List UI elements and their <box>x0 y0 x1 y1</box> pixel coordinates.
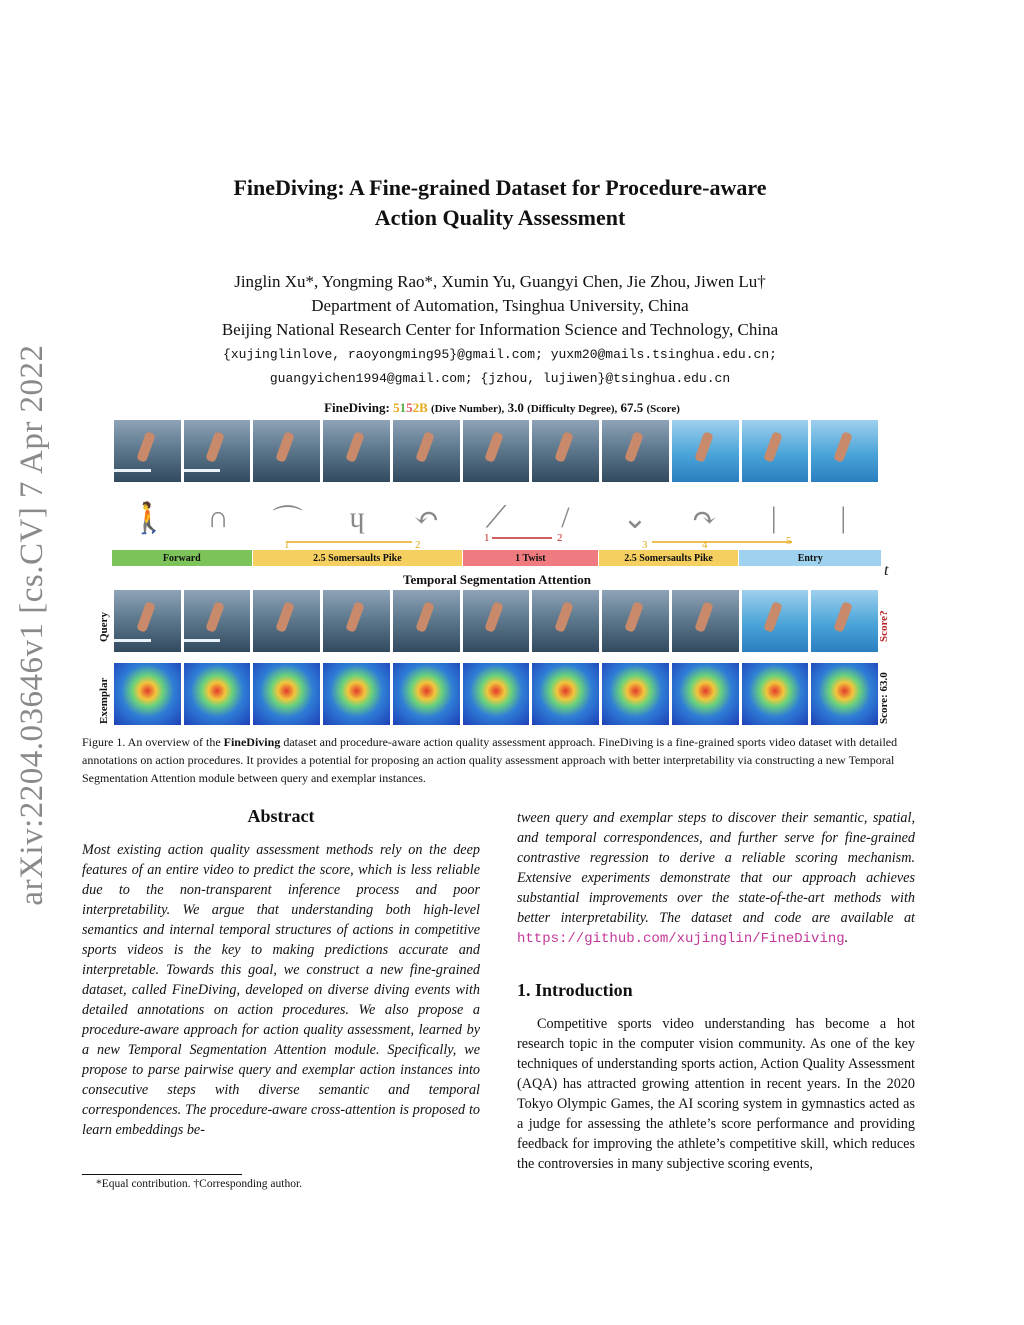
attention-heatmap <box>323 663 390 725</box>
video-frame <box>811 420 878 482</box>
dive-digit-2: 1 <box>399 400 407 415</box>
arxiv-stamp: arXiv:2204.03646v1 [cs.CV] 7 Apr 2022 <box>14 344 50 906</box>
dive-digit-3: 5 <box>406 400 413 415</box>
query-frame <box>184 590 251 652</box>
video-frame <box>532 420 599 482</box>
query-frame <box>672 590 739 652</box>
abstract-continued <box>517 808 915 949</box>
query-frame <box>602 590 669 652</box>
silhouette-icon: ∩ <box>207 501 230 534</box>
silhouette-icon: ↷ <box>691 501 717 535</box>
query-frame <box>811 590 878 652</box>
abstract-body: Most existing action quality assessment methods rely on the deep features of an entire video to predict the score, which is less reliable due to the non-transparent inference process and poor interpretability. We argue that understanding both high-level semantics and internal temporal structures of actions in competitive sports videos is the key to making predictions accurate and interpretable. Towards this goal, we construct a new fine-grained dataset, called FineDiving, developed on diverse diving events with detailed annotations on action procedures. We also propose a procedure-aware approach for action quality assessment, learned by a new Temporal Segmentation Attention module. Specifically, we propose to parse pairwise query and exemplar action instances into consecutive steps with diverse semantic and temporal correspondences. The procedure-aware cross-attention is proposed to learn embeddings be- <box>82 842 480 1138</box>
paper-title <box>160 173 840 233</box>
silhouette-icon: ↶ <box>413 501 440 535</box>
video-frame <box>393 420 460 482</box>
silhouette-icon: | <box>770 501 777 534</box>
attention-heatmap <box>253 663 320 725</box>
abstract-end: . <box>844 930 849 946</box>
caption-bold: FineDiving <box>223 735 281 749</box>
attention-heatmap <box>742 663 809 725</box>
step-number: 2 <box>415 539 421 550</box>
attention-heatmap <box>463 663 530 725</box>
silhouette-icon: ⟋ <box>485 501 507 534</box>
caption-prefix: Figure 1. An overview of the <box>82 735 224 749</box>
footnote: *Equal contribution. †Corresponding author. <box>96 1178 303 1190</box>
step-number: 4 <box>702 539 708 550</box>
silhouette-icon: / <box>561 501 570 534</box>
footnote-rule <box>82 1174 242 1175</box>
attention-heatmap <box>532 663 599 725</box>
time-axis-label: t <box>884 562 889 579</box>
emails-line-1: {xujinglinlove, raoyongming95}@gmail.com; yuxm20@mails.tsinghua.edu.cn; <box>223 347 777 362</box>
query-frames-row <box>114 590 878 652</box>
abstract-heading: Abstract <box>247 806 315 826</box>
video-frame <box>323 420 390 482</box>
caption-text: dataset and procedure-aware action quality assessment approach. FineDiving is a fine-grained sports video dataset with detailed annotations on action procedures. It provides a potential for proposing an action quality assessment approach with better interpretability via constructing a new Temporal Segmentation Attention module between query and exemplar instances. <box>82 735 898 785</box>
figure-header <box>112 400 892 416</box>
exemplar-heatmap-row <box>114 663 878 725</box>
stage-segment: 2.5 Somersaults Pike <box>253 550 463 566</box>
step-arrows <box>112 530 892 550</box>
affiliation-2: Beijing National Research Center for Information Science and Technology, China <box>221 320 779 339</box>
stage-segment: Entry <box>739 550 882 566</box>
author-block <box>160 270 840 342</box>
stage-bar <box>112 550 882 566</box>
query-frame <box>532 590 599 652</box>
github-link[interactable]: https://github.com/xujinglin/FineDiving <box>517 931 845 947</box>
attention-heatmap <box>393 663 460 725</box>
stage-segment: Forward <box>112 550 253 566</box>
step-number: 5 <box>786 535 792 547</box>
step-number: 1 <box>484 532 490 544</box>
exemplar-score-label: Score: 63.0 <box>878 672 890 724</box>
silhouette-icon: ɥ <box>349 501 365 534</box>
query-frame <box>393 590 460 652</box>
difficulty-value: 3.0 <box>507 400 524 415</box>
attention-heatmap <box>811 663 878 725</box>
figure-header-prefix: FineDiving: <box>324 400 394 415</box>
video-frame <box>602 420 669 482</box>
query-score-label: Score? <box>878 610 890 642</box>
stage-segment: 1 Twist <box>463 550 599 566</box>
query-frame <box>323 590 390 652</box>
video-frame <box>114 420 181 482</box>
silhouette-icon: ⌒ <box>272 505 303 538</box>
video-frame <box>742 420 809 482</box>
silhouette-icon: | <box>840 501 847 534</box>
score-label: (Score) <box>646 403 680 415</box>
video-frames-row <box>114 420 878 482</box>
exemplar-label: Exemplar <box>98 677 110 724</box>
title-line-1: FineDiving: A Fine-grained Dataset for Procedure-aware <box>233 175 767 200</box>
stage-segment: 2.5 Somersaults Pike <box>599 550 740 566</box>
dive-number-label: (Dive Number), <box>430 403 505 415</box>
intro-body <box>517 1014 915 1174</box>
silhouette-icon: 🚶 <box>130 501 168 535</box>
query-label: Query <box>98 612 110 642</box>
video-frame <box>184 420 251 482</box>
step-number: 1 <box>284 539 290 550</box>
affiliation-1: Department of Automation, Tsinghua University, China <box>311 296 689 315</box>
dive-digit-4: 2B <box>412 400 428 415</box>
abstract-continued-text: tween query and exemplar steps to discover their semantic, spatial, and temporal correspondences, and further serve for fine-grained contrastive regression to derive a reliable scoring mechanism. Extensive experiments demonstrate that our approach achieves substantial improvements over the state-of-the-art methods with better interpretability. The dataset and code are available at <box>517 810 915 926</box>
score-value: 67.5 <box>620 400 644 415</box>
step-number: 3 <box>642 539 648 550</box>
attention-heatmap <box>114 663 181 725</box>
video-frame <box>463 420 530 482</box>
video-frame <box>253 420 320 482</box>
figure-caption <box>82 733 914 787</box>
attention-heatmap <box>602 663 669 725</box>
author-names: Jinglin Xu*, Yongming Rao*, Xumin Yu, Guangyi Chen, Jie Zhou, Jiwen Lu† <box>234 272 766 291</box>
video-frame <box>672 420 739 482</box>
step-number: 2 <box>557 532 563 544</box>
emails-line-2: guangyichen1994@gmail.com; {jzhou, lujiwen}@tsinghua.edu.cn <box>269 371 731 386</box>
query-frame <box>463 590 530 652</box>
attention-heatmap <box>184 663 251 725</box>
tsa-label: Temporal Segmentation Attention <box>402 572 592 587</box>
dive-digit-1: 5 <box>393 400 400 415</box>
figure-1 <box>98 398 892 728</box>
query-frame <box>253 590 320 652</box>
query-frame <box>114 590 181 652</box>
silhouette-icon: ⌄ <box>622 501 648 535</box>
attention-heatmap <box>672 663 739 725</box>
intro-heading: 1. Introduction <box>517 980 633 1000</box>
title-line-2: Action Quality Assessment <box>374 205 626 230</box>
difficulty-label: (Difficulty Degree), <box>527 403 618 415</box>
query-frame <box>742 590 809 652</box>
email-block <box>150 343 850 391</box>
intro-text: Competitive sports video understanding has become a hot research topic in the computer vision community. As one of the key techniques of understanding sports action, Action Quality Assessment (AQA) has attracted growing attention in recent years. In the 2020 Tokyo Olympic Games, the AI scoring system in gymnastics acted as a judge for assessing the athlete’s score performance and providing feedback for improving the athlete’s competitive skill, which reduces the controversies in many subjective scoring events, <box>517 1016 915 1172</box>
